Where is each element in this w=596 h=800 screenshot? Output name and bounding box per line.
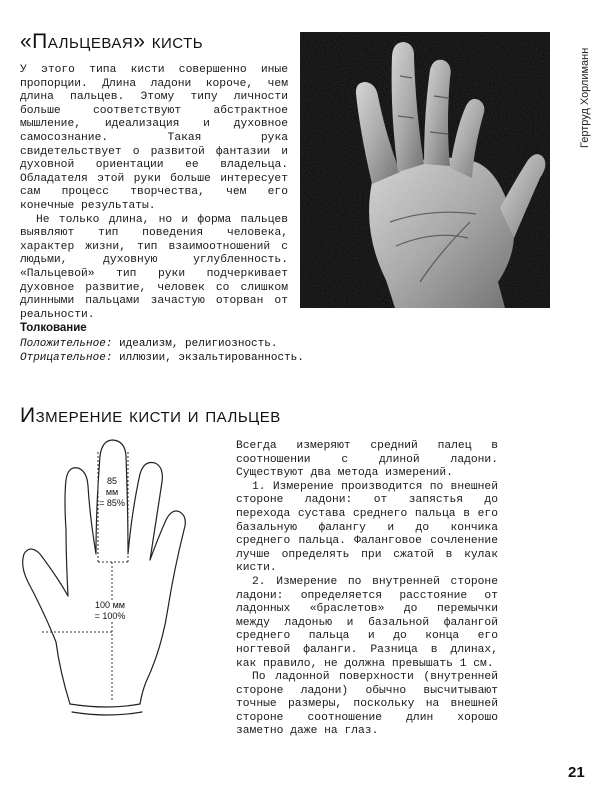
negative-text: иллюзии, экзальтированность. <box>112 352 304 364</box>
finger-measure-label <box>90 476 134 509</box>
positive-label: Положительное: <box>20 338 113 350</box>
section-title-measurement: Измерение кисти и пальцев <box>20 404 281 427</box>
finger-measure-unit: мм <box>105 487 119 497</box>
section2-paragraph: По ладонной поверхности (внутренней стороне ладони) обычно высчитывают точные размеры, поскольку на внешней стороне соотношение длин хорошо заметно даже на глаз. <box>236 671 498 738</box>
page-number: 21 <box>568 764 585 781</box>
section2-paragraph: 2. Измерение по внутренней стороне ладони: определяется расстояние от ладонных «браслетов» до перемычки между ладонью и базальной фалангой среднего пальца и до конца его ногтевой фаланги. Разница в длинах, как правило, не должна превышать 1 см. <box>236 575 498 670</box>
palm-measure-value: 100 мм <box>95 600 125 610</box>
section-title-finger-hand: «Пальцевая» кисть <box>20 30 204 53</box>
section2-body <box>236 440 498 739</box>
running-author: Гертруд Хорлиманн <box>579 47 591 148</box>
interpretation-heading: Толкование <box>20 322 87 334</box>
hand-print-photo <box>300 32 550 308</box>
negative-label: Отрицательное: <box>20 352 113 364</box>
section1-paragraph: У этого типа кисти совершенно иные пропорции. Длина ладони короче, чем длина пальцев. Этому типу личности больше соответствуют абстрактное мышление, идеализация и духовное самосознание. Такая рука свидетельствует о развитой фантазии и духовной ориентации ее владельца. Обладателя этой руки больше интересует сам процесс творчества, чем его конечные результаты. <box>20 64 288 212</box>
section1-paragraph: Не только длина, но и форма пальцев выявляют тип поведения человека, характер жизни, тип взаимоотношений с людьми, духовную углубленность. «Пальцевой» тип руки подчеркивает духовное развитие, человек со слишком длинными пальцами зачастую оторван от реальности. <box>20 213 288 321</box>
finger-measure-value: 85 <box>106 476 117 486</box>
section2-paragraph: Всегда измеряют средний палец в соотношении с длиной ладони. Существуют два метода измерений. <box>236 440 498 480</box>
hand-silhouette-icon <box>300 32 550 308</box>
positive-text: идеализм, религиозность. <box>112 338 278 350</box>
interpretation-positive <box>20 337 277 351</box>
interpretation-negative <box>20 351 304 365</box>
hand-measurement-diagram <box>18 436 218 736</box>
palm-measure-percent: = 100% <box>94 611 126 621</box>
palm-measure-label <box>78 600 142 622</box>
section2-paragraph: 1. Измерение производится по внешней стороне ладони: от запястья до перехода сустава среднего пальца в его базальную фалангу и до кончика среднего пальца. Фаланговое сочленение лучше определять при сжатой в кулак кисти. <box>236 480 498 575</box>
finger-measure-percent: = 85% <box>99 498 125 508</box>
section1-body <box>20 64 288 322</box>
